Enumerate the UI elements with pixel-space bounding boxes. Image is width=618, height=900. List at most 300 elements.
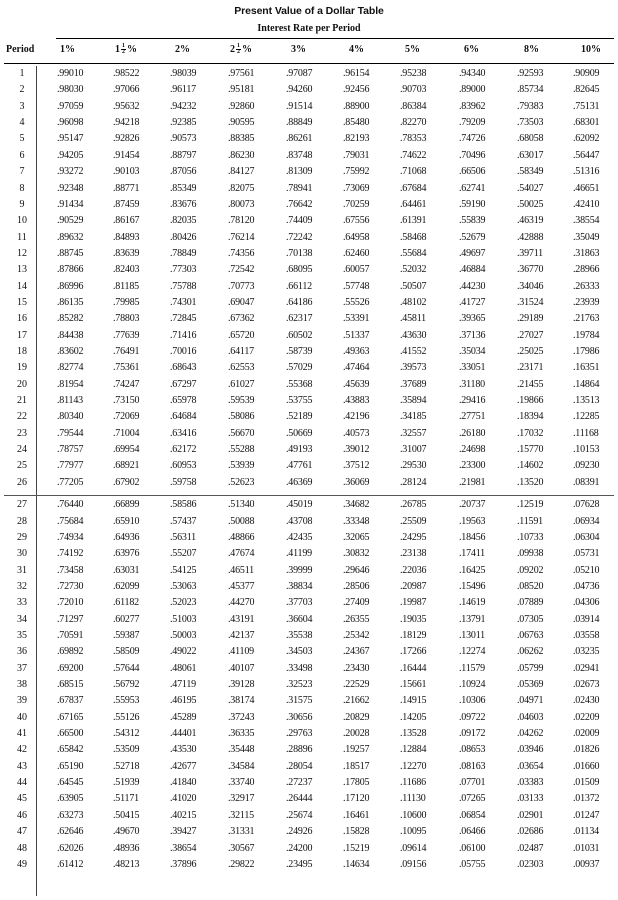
period-cell: 22 [17, 411, 27, 423]
value-cell: .01031 [573, 842, 600, 854]
value-cell: .70773 [228, 280, 255, 292]
rate-header-whole: 2 [230, 44, 235, 55]
value-cell: .38174 [228, 695, 255, 707]
value-cell: .79544 [57, 427, 84, 439]
value-cell: .23495 [286, 858, 313, 870]
rate-header-whole: 6 [464, 44, 469, 55]
value-cell: .37136 [459, 329, 486, 341]
value-cell: .58509 [113, 646, 140, 658]
value-cell: .07628 [573, 499, 600, 511]
value-cell: .02009 [573, 728, 600, 739]
value-cell: .86996 [57, 280, 84, 292]
value-cell: .34046 [517, 280, 544, 292]
value-cell: .17986 [573, 346, 600, 357]
value-cell: .56792 [113, 679, 140, 690]
period-cell: 28 [17, 515, 27, 527]
value-cell: .50003 [170, 629, 197, 641]
value-cell: .12884 [400, 744, 427, 756]
table-row [0, 793, 618, 810]
value-cell: .95238 [400, 68, 427, 79]
value-cell: .32065 [343, 531, 370, 543]
value-cell: .85480 [343, 117, 370, 129]
value-cell: .26355 [343, 613, 370, 625]
value-cell: .82035 [170, 215, 197, 227]
value-cell: .47464 [343, 362, 370, 374]
table-row [0, 330, 618, 347]
value-cell: .08653 [459, 744, 486, 756]
table-row [0, 777, 618, 794]
value-cell: .51939 [113, 777, 140, 789]
value-cell: .68515 [57, 679, 84, 690]
value-cell: .55526 [343, 296, 370, 308]
value-cell: .71297 [57, 613, 84, 625]
value-cell: .74192 [57, 548, 84, 560]
value-cell: .72069 [113, 411, 140, 423]
value-cell: .95147 [57, 133, 84, 145]
value-cell: .37243 [228, 711, 255, 723]
value-cell: .53509 [113, 744, 140, 756]
period-cell: 11 [17, 231, 27, 243]
period-cell: 18 [17, 346, 27, 357]
value-cell: .52679 [459, 231, 486, 243]
value-cell: .51316 [573, 166, 600, 178]
value-cell: .17411 [459, 548, 485, 560]
value-cell: .57029 [286, 362, 313, 374]
value-cell: .64117 [228, 346, 254, 357]
value-cell: .11686 [400, 777, 426, 789]
period-cell: 27 [17, 499, 27, 511]
value-cell: .87459 [113, 198, 140, 210]
value-cell: .06100 [459, 842, 486, 854]
value-cell: .77303 [170, 264, 197, 276]
table-row [0, 379, 618, 396]
value-cell: .90703 [400, 84, 427, 96]
value-cell: .09172 [459, 728, 486, 739]
value-cell: .63905 [57, 793, 84, 805]
value-cell: .53755 [286, 395, 313, 406]
value-cell: .90103 [113, 166, 140, 178]
value-cell: .52023 [170, 597, 197, 609]
value-cell: .16351 [573, 362, 600, 374]
table-row [0, 84, 618, 101]
value-cell: .79209 [459, 117, 486, 129]
value-cell: .38834 [286, 580, 313, 592]
period-cell: 25 [17, 460, 27, 472]
value-cell: .58468 [400, 231, 427, 243]
value-cell: .46651 [573, 182, 600, 194]
period-cell: 4 [19, 117, 25, 129]
value-cell: .04306 [573, 597, 600, 609]
value-cell: .18394 [517, 411, 544, 423]
value-cell: .06934 [573, 515, 600, 527]
value-cell: .86167 [113, 215, 140, 227]
value-cell: .48061 [170, 662, 197, 674]
value-cell: .27027 [517, 329, 544, 341]
table-row [0, 630, 618, 647]
value-cell: .62172 [170, 444, 197, 456]
value-cell: .55288 [228, 444, 255, 456]
value-cell: .24295 [400, 531, 427, 543]
period-cell: 31 [17, 564, 27, 576]
value-cell: .84127 [228, 166, 255, 178]
value-cell: .72845 [170, 313, 197, 325]
value-cell: .78120 [228, 215, 255, 227]
value-cell: .67837 [57, 695, 84, 707]
value-cell: .67902 [113, 476, 140, 488]
period-cell: 38 [17, 679, 27, 690]
value-cell: .40107 [228, 662, 255, 674]
table-row [0, 362, 618, 379]
value-cell: .13528 [400, 728, 427, 739]
value-cell: .68643 [170, 362, 197, 374]
value-cell: .37896 [170, 858, 197, 870]
value-cell: .52032 [400, 264, 427, 276]
value-cell: .24200 [286, 842, 313, 854]
period-cell: 20 [17, 378, 27, 390]
value-cell: .74356 [228, 247, 255, 259]
value-cell: .73069 [343, 182, 370, 194]
value-cell: .10095 [400, 826, 427, 838]
value-cell: .17266 [400, 646, 427, 658]
value-cell: .45811 [400, 313, 426, 325]
value-cell: .55126 [113, 711, 140, 723]
value-cell: .29530 [400, 460, 427, 472]
value-cell: .23430 [343, 662, 370, 674]
value-cell: .36770 [517, 264, 544, 276]
period-cell: 13 [17, 264, 27, 276]
period-cell: 34 [17, 613, 27, 625]
value-cell: .28124 [400, 476, 427, 488]
value-cell: .88745 [57, 247, 84, 259]
value-cell: .25342 [343, 629, 370, 641]
value-cell: .03558 [573, 629, 600, 641]
rate-header-unit: % [296, 44, 306, 55]
value-cell: .77205 [57, 476, 84, 488]
value-cell: .15219 [343, 842, 370, 854]
value-cell: .59387 [113, 629, 140, 641]
value-cell: .10306 [459, 695, 486, 707]
value-cell: .10600 [400, 809, 427, 821]
rate-header-unit: % [180, 44, 190, 55]
value-cell: .41109 [228, 646, 254, 658]
table-row [0, 215, 618, 232]
rate-header-unit: % [591, 44, 601, 55]
value-cell: .69047 [228, 296, 255, 308]
value-cell: .43883 [343, 395, 370, 406]
value-cell: .04262 [517, 728, 544, 739]
value-cell: .46511 [228, 564, 254, 576]
value-cell: .38654 [170, 842, 197, 854]
period-cell: 7 [19, 166, 25, 178]
value-cell: .06262 [517, 646, 544, 658]
value-cell: .70259 [343, 198, 370, 210]
value-cell: .77977 [57, 460, 84, 472]
value-cell: .02430 [573, 695, 600, 707]
fraction-numerator: 1 [237, 43, 240, 50]
value-cell: .45377 [228, 580, 255, 592]
value-cell: .58739 [286, 346, 313, 357]
value-cell: .75131 [573, 100, 600, 112]
value-cell: .35538 [286, 629, 313, 641]
value-cell: .23300 [459, 460, 486, 472]
value-cell: .98030 [57, 84, 84, 96]
value-cell: .41727 [459, 296, 486, 308]
value-cell: .01247 [573, 809, 600, 821]
value-cell: .63273 [57, 809, 84, 821]
rate-header-whole: 10 [581, 44, 591, 55]
table-row [0, 232, 618, 249]
table-row [0, 843, 618, 860]
value-cell: .84893 [113, 231, 140, 243]
value-cell: .70591 [57, 629, 84, 641]
value-cell: .33348 [343, 515, 370, 527]
value-cell: .06466 [459, 826, 486, 838]
value-cell: .03383 [517, 777, 544, 789]
value-cell: .48213 [113, 858, 140, 870]
rate-header-fraction [121, 44, 126, 55]
rate-header [175, 44, 190, 55]
value-cell: .70496 [459, 149, 486, 161]
period-cell: 1 [19, 68, 25, 79]
value-cell: .63031 [113, 564, 140, 576]
table-row [0, 810, 618, 827]
value-cell: .16425 [459, 564, 486, 576]
value-cell: .28054 [286, 760, 313, 772]
value-cell: .74247 [113, 378, 140, 390]
value-cell: .43530 [170, 744, 197, 756]
value-cell: .31863 [573, 247, 600, 259]
table-row [0, 150, 618, 167]
value-cell: .19563 [459, 515, 486, 527]
value-cell: .13513 [573, 395, 600, 406]
value-cell: .01826 [573, 744, 600, 756]
value-cell: .44270 [228, 597, 255, 609]
rate-header-whole: 1 [115, 44, 120, 55]
value-cell: .39128 [228, 679, 255, 690]
value-cell: .18456 [459, 531, 486, 543]
value-cell: .22036 [400, 564, 427, 576]
value-cell: .09156 [400, 858, 427, 870]
value-cell: .79985 [113, 296, 140, 308]
value-cell: .86135 [57, 296, 84, 308]
value-cell: .25509 [400, 515, 427, 527]
value-cell: .64461 [400, 198, 427, 210]
value-cell: .06304 [573, 531, 600, 543]
value-cell: .22529 [343, 679, 370, 690]
value-cell: .81185 [113, 280, 139, 292]
value-cell: .39012 [343, 444, 370, 456]
rate-header-whole: 2 [175, 44, 180, 55]
value-cell: .19866 [517, 395, 544, 406]
value-cell: .60953 [170, 460, 197, 472]
value-cell: .10924 [459, 679, 486, 690]
value-cell: .55839 [459, 215, 486, 227]
value-cell: .67684 [400, 182, 427, 194]
value-cell: .49697 [459, 247, 486, 259]
value-cell: .57748 [343, 280, 370, 292]
value-cell: .67362 [228, 313, 255, 325]
value-cell: .59539 [228, 395, 255, 406]
rate-header [230, 44, 252, 55]
table-row [0, 313, 618, 330]
table-row [0, 395, 618, 412]
value-cell: .28896 [286, 744, 313, 756]
value-cell: .34584 [228, 760, 255, 772]
rate-header [60, 44, 75, 55]
rate-header-unit: % [242, 44, 252, 55]
value-cell: .94260 [286, 84, 313, 96]
value-cell: .46195 [170, 695, 197, 707]
value-cell: .31180 [459, 378, 485, 390]
value-cell: .62741 [459, 182, 486, 194]
value-cell: .13520 [517, 476, 544, 488]
value-cell: .03235 [573, 646, 600, 658]
value-cell: .45639 [343, 378, 370, 390]
value-cell: .01509 [573, 777, 600, 789]
value-cell: .62026 [57, 842, 84, 854]
period-cell: 26 [17, 476, 27, 488]
value-cell: .11130 [400, 793, 426, 805]
value-cell: .39427 [170, 826, 197, 838]
value-cell: .43191 [228, 613, 255, 625]
value-cell: .91454 [113, 149, 140, 161]
value-cell: .61027 [228, 378, 255, 390]
period-cell: 19 [17, 362, 27, 374]
table-row [0, 532, 618, 549]
table-row [0, 761, 618, 778]
value-cell: .29646 [343, 564, 370, 576]
value-cell: .31331 [228, 826, 255, 838]
value-cell: .32557 [400, 427, 427, 439]
value-cell: .55953 [113, 695, 140, 707]
table-row [0, 166, 618, 183]
value-cell: .89632 [57, 231, 84, 243]
value-cell: .15661 [400, 679, 427, 690]
value-cell: .09202 [517, 564, 544, 576]
table-row [0, 859, 618, 876]
rate-header-whole: 4 [349, 44, 354, 55]
value-cell: .75684 [57, 515, 84, 527]
value-cell: .52623 [228, 476, 255, 488]
period-cell: 9 [19, 198, 25, 210]
value-cell: .71004 [113, 427, 140, 439]
value-cell: .37703 [286, 597, 313, 609]
value-cell: .79031 [343, 149, 370, 161]
value-cell: .96098 [57, 117, 84, 129]
value-cell: .88797 [170, 149, 197, 161]
value-cell: .42410 [573, 198, 600, 210]
value-cell: .98522 [113, 68, 140, 79]
value-cell: .74934 [57, 531, 84, 543]
value-cell: .46884 [459, 264, 486, 276]
value-cell: .73150 [113, 395, 140, 406]
table-row [0, 183, 618, 200]
period-cell: 42 [17, 744, 27, 756]
period-cell: 48 [17, 842, 27, 854]
value-cell: .45289 [170, 711, 197, 723]
value-cell: .43708 [286, 515, 313, 527]
table-row [0, 695, 618, 712]
value-cell: .51171 [113, 793, 139, 805]
period-cell: 3 [19, 100, 25, 112]
value-cell: .67165 [57, 711, 84, 723]
value-cell: .17032 [517, 427, 544, 439]
value-cell: .40215 [170, 809, 197, 821]
value-cell: .68095 [286, 264, 313, 276]
value-cell: .61391 [400, 215, 427, 227]
value-cell: .27409 [343, 597, 370, 609]
value-cell: .26333 [573, 280, 600, 292]
value-cell: .46369 [286, 476, 313, 488]
value-cell: .19784 [573, 329, 600, 341]
value-cell: .67297 [170, 378, 197, 390]
value-cell: .83639 [113, 247, 140, 259]
table-row [0, 728, 618, 745]
value-cell: .14205 [400, 711, 427, 723]
value-cell: .62553 [228, 362, 255, 374]
period-cell: 35 [17, 629, 27, 641]
period-cell: 40 [17, 711, 27, 723]
value-cell: .78803 [113, 313, 140, 325]
value-cell: .64186 [286, 296, 313, 308]
value-cell: .63976 [113, 548, 140, 560]
rate-header-unit: % [410, 44, 420, 55]
period-cell: 46 [17, 809, 27, 821]
value-cell: .04971 [517, 695, 544, 707]
period-cell: 15 [17, 296, 27, 308]
period-cell: 43 [17, 760, 27, 772]
value-cell: .66899 [113, 499, 140, 511]
value-cell: .98039 [170, 68, 197, 79]
value-cell: .25674 [286, 809, 313, 821]
value-cell: .44230 [459, 280, 486, 292]
value-cell: .88849 [286, 117, 313, 129]
value-cell: .94218 [113, 117, 140, 129]
value-cell: .26785 [400, 499, 427, 511]
value-cell: .92826 [113, 133, 140, 145]
value-cell: .71068 [400, 166, 427, 178]
value-cell: .30832 [343, 548, 370, 560]
value-cell: .83676 [170, 198, 197, 210]
value-cell: .93272 [57, 166, 84, 178]
fraction-denominator: 2 [237, 49, 240, 56]
value-cell: .36069 [343, 476, 370, 488]
rate-header-unit: % [529, 44, 539, 55]
table-row [0, 679, 618, 696]
value-cell: .28966 [573, 264, 600, 276]
value-cell: .07889 [517, 597, 544, 609]
value-cell: .76440 [57, 499, 84, 511]
value-cell: .12274 [459, 646, 486, 658]
value-cell: .88771 [113, 182, 140, 194]
value-cell: .26180 [459, 427, 486, 439]
table-row [0, 346, 618, 363]
value-cell: .63017 [517, 149, 544, 161]
value-cell: .17120 [343, 793, 370, 805]
value-cell: .23138 [400, 548, 427, 560]
value-cell: .87056 [170, 166, 197, 178]
value-cell: .64545 [57, 777, 84, 789]
value-cell: .81954 [57, 378, 84, 390]
value-cell: .21981 [459, 476, 486, 488]
header-rule [4, 63, 614, 64]
value-cell: .64958 [343, 231, 370, 243]
value-cell: .20028 [343, 728, 370, 739]
period-cell: 32 [17, 580, 27, 592]
value-cell: .78849 [170, 247, 197, 259]
value-cell: .50507 [400, 280, 427, 292]
value-cell: .65720 [228, 329, 255, 341]
